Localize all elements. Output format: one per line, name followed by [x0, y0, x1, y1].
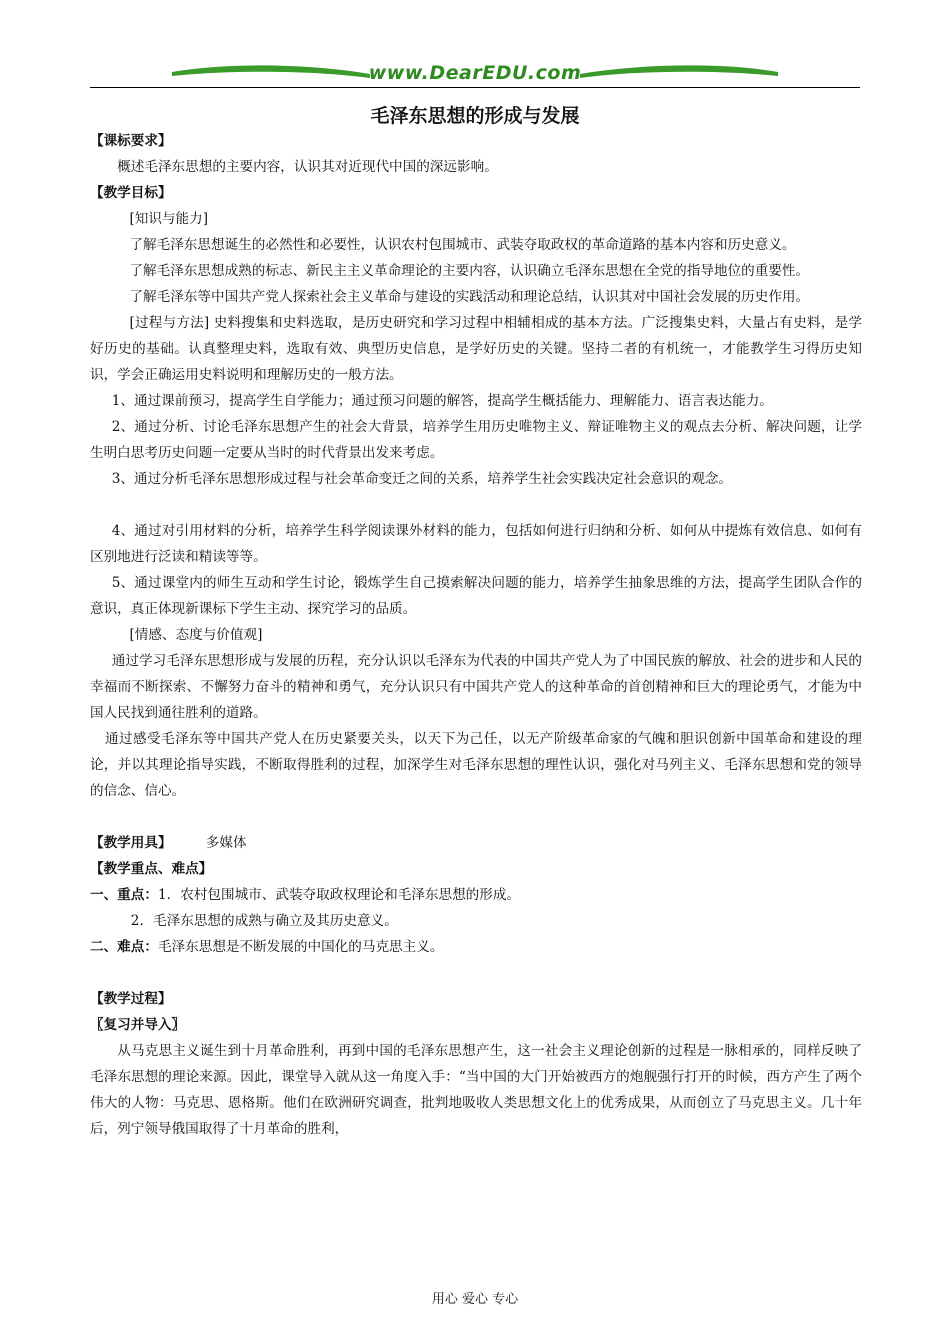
method-item-5: 5、通过课堂内的师生互动和学生讨论，锻炼学生自己摸索解决问题的能力，培养学生抽象思维的方法，提高学生团队合作的意识，真正体现新课标下学生主动、探究学习的品质。	[90, 575, 862, 617]
method-item-4: 4、通过对引用材料的分析，培养学生科学阅读课外材料的能力，包括如何进行归纳和分析、如何从中提炼有效信息、如何有区别地进行泛读和精读等等。	[90, 523, 862, 565]
section-heading-focus: 【教学重点、难点】	[90, 861, 213, 877]
paragraph-emotion-1: 通过学习毛泽东思想形成与发展的历程，充分认识以毛泽东为代表的中国共产党人为了中国民族的解放、社会的进步和人民的幸福而不断探索、不懈努力奋斗的精神和勇气，充分认识只有中国共产党人的这种革命的首创精神和巨大的理论勇气，才能为中国人民找到通往胜利的道路。	[90, 653, 862, 721]
header-rule	[90, 87, 860, 88]
tools-line	[90, 830, 862, 856]
paragraph-knowledge-1: 了解毛泽东思想诞生的必然性和必要性，认识农村包围城市、武装夺取政权的革命道路的基本内容和历史意义。	[129, 237, 796, 253]
paragraph-emotion-2: 通过感受毛泽东等中国共产党人在历史紧要关头，以天下为己任，以无产阶级革命家的气魄和胆识创新中国革命和建设的理论，并以其理论指导实践，不断取得胜利的过程，加深学生对毛泽东思想的理性认识，强化对马列主义、毛泽东思想和党的领导的信念、信心。	[90, 731, 862, 799]
paragraph-standard: 概述毛泽东思想的主要内容，认识其对近现代中国的深远影响。	[117, 159, 498, 175]
focus-line-1	[90, 882, 862, 908]
tools-value: 多媒体	[205, 835, 247, 851]
paragraph-process-methods: [过程与方法] 史料搜集和史料选取，是历史研究和学习过程中相辅相成的基本方法。广泛搜集史料，大量占有史料，是学好历史的基础。认真整理史料，选取有效、典型历史信息，是学好历史的关键。坚持二者的有机统一，才能教学生习得历史知识，学会正确运用史料说明和理解历史的一般方法。	[90, 315, 862, 383]
document-title: 毛泽东思想的形成与发展	[370, 105, 580, 127]
spacer	[90, 960, 862, 986]
method-item-3: 3、通过分析毛泽东思想形成过程与社会革命变迁之间的关系，培养学生社会实践决定社会意识的观念。	[111, 471, 733, 487]
paragraph-knowledge-3: 了解毛泽东等中国共产党人探索社会主义革命与建设的实践活动和理论总结，认识其对中国社会发展的历史作用。	[129, 289, 810, 305]
document-body	[90, 128, 862, 1142]
difficulty-label: 二、难点：	[90, 939, 158, 955]
focus-item-1: 1．农村包围城市、武装夺取政权理论和毛泽东思想的形成。	[157, 887, 521, 903]
subheading-emotion: [情感、态度与价值观]	[129, 627, 263, 643]
paragraph-intro: 从马克思主义诞生到十月革命胜利，再到中国的毛泽东思想产生，这一社会主义理论创新的过程是一脉相承的，同样反映了毛泽东思想的理论来源。因此，课堂导入就从这一角度入手：“当中国的大门开始被西方的炮舰强行打开的时候，西方产生了两个伟大的人物：马克思、恩格斯。他们在欧洲研究调查，批判地吸收人类思想文化上的优秀成果，从而创立了马克思主义。几十年后，列宁领导俄国取得了十月革命的胜利，	[90, 1043, 862, 1137]
focus-label: 一、重点：	[90, 887, 158, 903]
spacer	[90, 804, 862, 830]
method-item-1: 1、通过课前预习，提高学生自学能力；通过预习问题的解答，提高学生概括能力、理解能力、语言表达能力。	[111, 393, 773, 409]
page-footer: 用心 爱心 专心	[431, 1292, 519, 1307]
section-heading-process: 【教学过程】	[90, 991, 172, 1007]
difficulty-line	[90, 934, 862, 960]
paragraph-knowledge-2: 了解毛泽东思想成熟的标志、新民主主义革命理论的主要内容，认识确立毛泽东思想在全党的指导地位的重要性。	[129, 263, 810, 279]
site-banner	[170, 60, 780, 90]
method-item-2: 2、通过分析、讨论毛泽东思想产生的社会大背景，培养学生用历史唯物主义、辩证唯物主义的观点去分析、解决问题，让学生明白思考历史问题一定要从当时的时代背景出发来考虑。	[90, 419, 862, 461]
section-heading-standard: 【课标要求】	[90, 133, 172, 149]
spacer	[90, 492, 862, 518]
section-heading-review: 〖复习并导入〗	[90, 1017, 186, 1033]
subheading-knowledge: [知识与能力]	[129, 211, 209, 227]
section-heading-tools: 【教学用具】	[90, 835, 172, 851]
difficulty-text: 毛泽东思想是不断发展的中国化的马克思主义。	[157, 939, 444, 955]
section-heading-goals: 【教学目标】	[90, 185, 172, 201]
focus-item-2: 2．毛泽东思想的成熟与确立及其历史意义。	[130, 913, 398, 929]
site-logo-text: www.DearEDU.com	[368, 62, 582, 84]
